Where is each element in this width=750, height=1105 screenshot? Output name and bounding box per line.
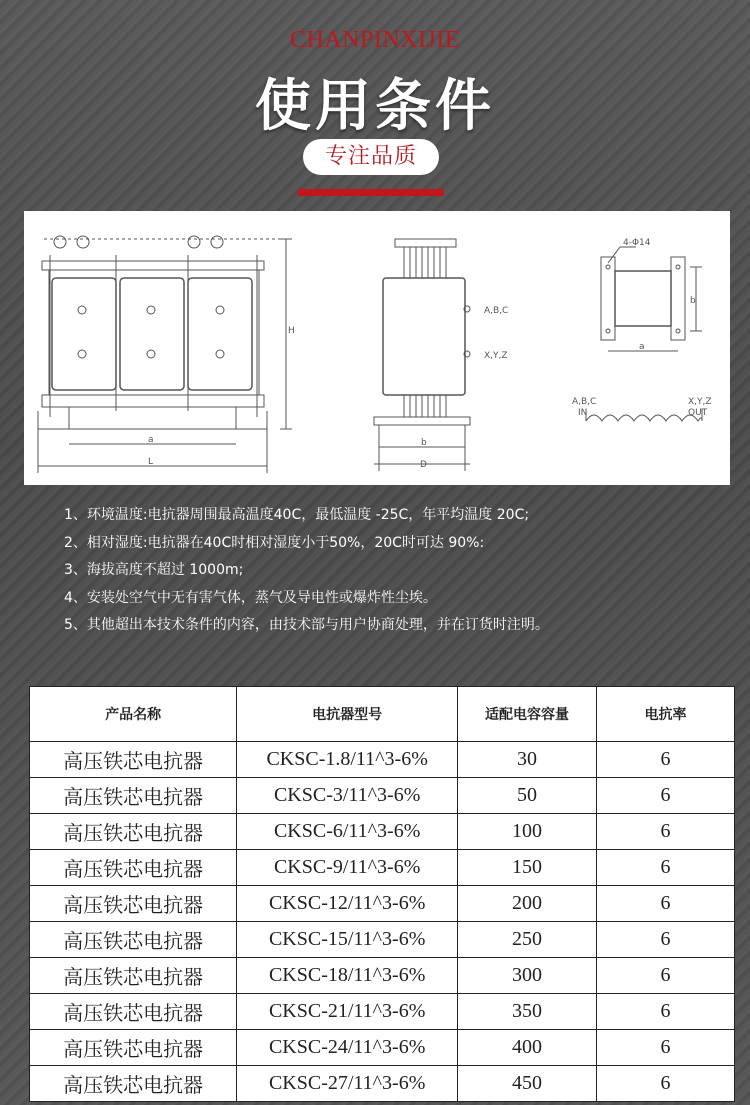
cell-model: CKSC-24/11^3-6%: [237, 1030, 458, 1066]
cell-model: CKSC-12/11^3-6%: [237, 886, 458, 922]
cell-capacity: 30: [458, 742, 597, 778]
quality-badge: 专注品质: [303, 139, 439, 175]
cell-rate: 6: [597, 742, 735, 778]
dim-H: H: [288, 326, 295, 336]
dim-D: D: [420, 460, 427, 470]
cell-rate: 6: [597, 886, 735, 922]
label-abc: A,B,C: [484, 306, 509, 316]
cell-capacity: 50: [458, 778, 597, 814]
cell-capacity: 100: [458, 814, 597, 850]
header-model: 电抗器型号: [237, 687, 458, 742]
table-row: [30, 1066, 735, 1102]
page-header: [0, 0, 750, 205]
table-row: [30, 922, 735, 958]
cell-product-name: 高压铁芯电抗器: [30, 1066, 237, 1102]
cell-product-name: 高压铁芯电抗器: [30, 1030, 237, 1066]
table-row: [30, 886, 735, 922]
cell-rate: 6: [597, 958, 735, 994]
cell-product-name: 高压铁芯电抗器: [30, 922, 237, 958]
cell-rate: 6: [597, 1066, 735, 1102]
cell-capacity: 250: [458, 922, 597, 958]
label-out-2: OUT: [688, 408, 708, 418]
label-xyz: X,Y,Z: [484, 351, 508, 361]
top-view: [586, 247, 702, 421]
cell-product-name: 高压铁芯电抗器: [30, 814, 237, 850]
cell-rate: 6: [597, 922, 735, 958]
cell-capacity: 350: [458, 994, 597, 1030]
label-in-1: A,B,C: [572, 397, 597, 407]
cell-product-name: 高压铁芯电抗器: [30, 850, 237, 886]
cell-rate: 6: [597, 994, 735, 1030]
table-row: [30, 1030, 735, 1066]
cell-capacity: 200: [458, 886, 597, 922]
condition-item: 4、安装处空气中无有害气体，蒸气及导电性或爆炸性尘埃。: [64, 589, 437, 606]
table-row: [30, 814, 735, 850]
cell-model: CKSC-9/11^3-6%: [237, 850, 458, 886]
cell-rate: 6: [597, 1030, 735, 1066]
table-row: [30, 742, 735, 778]
front-view: [38, 236, 292, 473]
cell-capacity: 400: [458, 1030, 597, 1066]
header-product-name: 产品名称: [30, 687, 237, 742]
condition-item: 1、环境温度:电抗器周围最高温度40C，最低温度 -25C，年平均温度 20C;: [64, 507, 530, 523]
title-underline: [298, 189, 444, 196]
side-view: [374, 239, 470, 471]
dim-b-side: b: [421, 438, 427, 448]
label-out-1: X,Y,Z: [688, 397, 712, 407]
cell-rate: 6: [597, 850, 735, 886]
reactor-drawing: [24, 211, 730, 485]
cell-model: CKSC-27/11^3-6%: [237, 1066, 458, 1102]
english-title: CHANPINXIJIE: [290, 27, 460, 53]
condition-item: 5、其他超出本技术条件的内容，由技术部与用户协商处理，并在订货时注明。: [64, 617, 549, 633]
table-row: [30, 958, 735, 994]
cell-rate: 6: [597, 778, 735, 814]
cell-product-name: 高压铁芯电抗器: [30, 778, 237, 814]
cell-product-name: 高压铁芯电抗器: [30, 742, 237, 778]
cell-model: CKSC-3/11^3-6%: [237, 778, 458, 814]
cell-product-name: 高压铁芯电抗器: [30, 994, 237, 1030]
cell-model: CKSC-1.8/11^3-6%: [237, 742, 458, 778]
cell-product-name: 高压铁芯电抗器: [30, 958, 237, 994]
cell-product-name: 高压铁芯电抗器: [30, 886, 237, 922]
dim-a-front: a: [148, 435, 154, 445]
table-row: [30, 994, 735, 1030]
label-in-2: IN: [578, 408, 588, 418]
header-capacitor-capacity: 适配电容容量: [458, 687, 597, 742]
dim-a-top: a: [639, 342, 645, 352]
section-title: 使用条件: [255, 74, 495, 139]
dim-L: L: [148, 457, 154, 467]
conditions-list: [64, 502, 734, 640]
cell-capacity: 300: [458, 958, 597, 994]
cell-capacity: 150: [458, 850, 597, 886]
cell-model: CKSC-21/11^3-6%: [237, 994, 458, 1030]
dim-b-top: b: [690, 296, 696, 306]
cell-model: CKSC-15/11^3-6%: [237, 922, 458, 958]
product-table: [29, 686, 735, 1102]
label-hole: 4-Φ14: [623, 238, 651, 248]
header-reactance-rate: 电抗率: [597, 687, 735, 742]
condition-item: 3、海拔高度不超过 1000m;: [64, 562, 244, 578]
cell-model: CKSC-18/11^3-6%: [237, 958, 458, 994]
table-row: [30, 850, 735, 886]
cell-model: CKSC-6/11^3-6%: [237, 814, 458, 850]
cell-rate: 6: [597, 814, 735, 850]
cell-capacity: 450: [458, 1066, 597, 1102]
dimension-diagram: [24, 211, 730, 485]
table-header-row: [30, 687, 735, 742]
table-row: [30, 778, 735, 814]
condition-item: 2、相对湿度:电抗器在40C时相对湿度小于50%，20C时可达 90%:: [64, 534, 485, 551]
